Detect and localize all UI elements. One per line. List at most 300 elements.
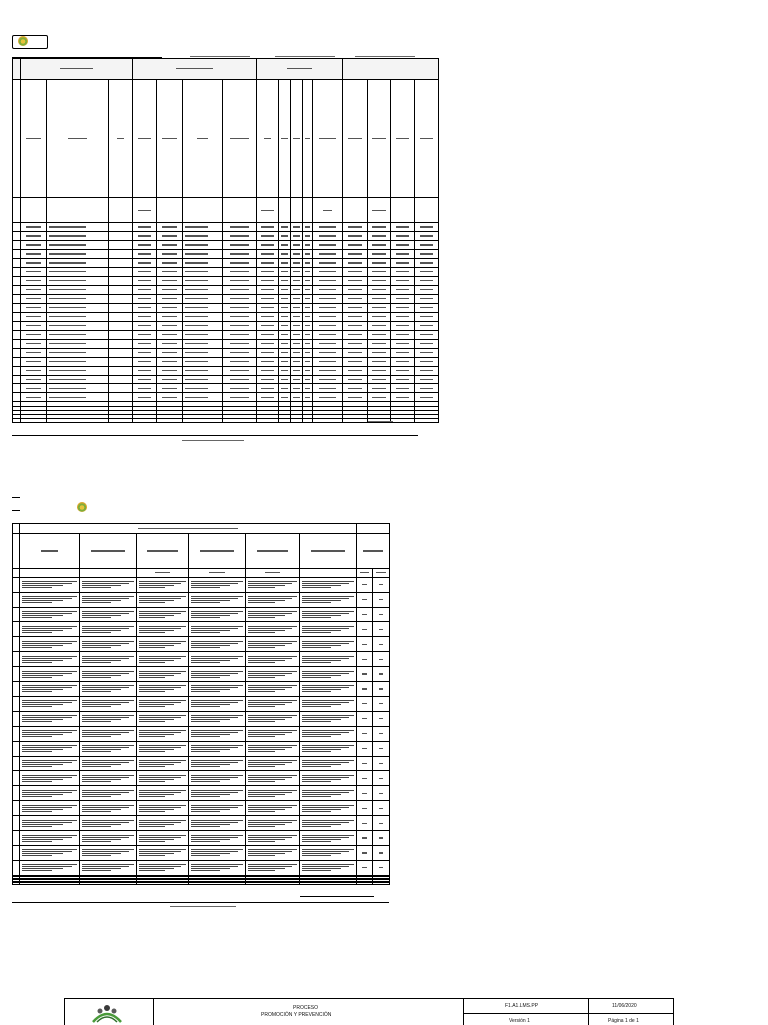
sheet1-col-2 [47, 79, 109, 198]
sheet2-cell [373, 667, 390, 682]
sheet1-cell [47, 285, 109, 294]
sheet2-cell [189, 652, 246, 667]
sheet2-cell [189, 592, 246, 607]
sheet1-cell [109, 285, 133, 294]
sheet1-cell [47, 303, 109, 312]
sheet1-cell [343, 303, 368, 312]
footer-code: F1.A1.LMS.PP [505, 1003, 539, 1009]
sheet2-footnote-line [170, 906, 236, 907]
sheet1-cell [183, 223, 223, 232]
sheet2-cell [13, 577, 20, 592]
sheet2-cell [137, 637, 189, 652]
sheet2-cell [13, 846, 20, 861]
sheet1-cell [133, 276, 157, 285]
sheet2-cell [13, 860, 20, 875]
sheet1-cell [21, 375, 47, 384]
sheet2-subheader-row [13, 568, 390, 577]
sheet1-cell [391, 285, 415, 294]
sheet1-cell [279, 249, 291, 258]
sheet1-cell [21, 366, 47, 375]
sheet1-cell [279, 240, 291, 249]
sheet2-cell [20, 711, 80, 726]
sheet2-cell [357, 696, 373, 711]
sheet1-cell [279, 285, 291, 294]
sheet1-cell [303, 258, 313, 267]
sheet1-cell [109, 232, 133, 241]
sheet1-cell [343, 384, 368, 393]
sheet1-cell [391, 348, 415, 357]
sheet1-cell [257, 393, 279, 402]
sheet1-cell [313, 418, 343, 422]
sheet1-cell [109, 276, 133, 285]
sheet1-column-header-row [13, 79, 439, 198]
sheet2-empty-row [13, 883, 390, 885]
sheet2-cell [357, 756, 373, 771]
sheet2-signature-line [300, 896, 374, 897]
sheet2-cell [246, 592, 300, 607]
sheet2-cell [300, 637, 357, 652]
sheet2-cell [373, 801, 390, 816]
footer-logo-cell [65, 999, 154, 1025]
sheet1-cell [257, 418, 279, 422]
sheet2-cell [189, 667, 246, 682]
sheet1-cell [183, 418, 223, 422]
sheet1-cell [391, 276, 415, 285]
sheet2-cell [246, 652, 300, 667]
sheet1-cell [133, 258, 157, 267]
sheet1-cell [313, 276, 343, 285]
sheet1-cell [303, 366, 313, 375]
sheet2-cell [80, 726, 137, 741]
sheet1-cell [291, 232, 303, 241]
sheet1-cell [157, 393, 183, 402]
sheet1-cell [279, 375, 291, 384]
footer-version: Versión 1 [509, 1018, 530, 1024]
sheet1-cell [183, 249, 223, 258]
sheet1-cell [279, 294, 291, 303]
sheet1-cell [257, 223, 279, 232]
sheet1-cell [313, 267, 343, 276]
sheet2-cell [246, 816, 300, 831]
sheet1-cell [391, 418, 415, 422]
sheet1-cell [415, 375, 439, 384]
sheet1-cell [257, 330, 279, 339]
sheet1-cell [223, 303, 257, 312]
sheet2-cell [357, 607, 373, 622]
sheet2-cell [300, 741, 357, 756]
sheet1-section-followup [343, 59, 439, 80]
sheet2-cell [189, 682, 246, 697]
sheet1-cell [291, 321, 303, 330]
sheet1-col-5 [157, 79, 183, 198]
sheet2-cell [300, 756, 357, 771]
sheet1-cell [21, 393, 47, 402]
sheet2-cell [137, 756, 189, 771]
sheet1-data-row [13, 384, 439, 393]
sheet1-cell [109, 418, 133, 422]
sheet1-cell [109, 267, 133, 276]
header-field-line-2 [275, 56, 335, 57]
sheet1-cell [343, 375, 368, 384]
sheet1-cell [157, 357, 183, 366]
sheet2-cell [300, 816, 357, 831]
sheet1-cell [157, 249, 183, 258]
sheet2-cell [300, 667, 357, 682]
sheet1-data-row [13, 258, 439, 267]
sheet1-cell [133, 418, 157, 422]
sheet2-cell [373, 637, 390, 652]
sheet1-cell [415, 384, 439, 393]
sheet1-cell [13, 321, 21, 330]
sheet1-cell [13, 357, 21, 366]
sheet1-cell [183, 267, 223, 276]
sheet1-cell [368, 223, 391, 232]
sheet1-cell [368, 348, 391, 357]
sheet2-cell [189, 741, 246, 756]
sheet1-cell [368, 321, 391, 330]
sheet1-cell [183, 339, 223, 348]
sheet2-cell [137, 741, 189, 756]
sheet2-cell [20, 860, 80, 875]
sheet1-cell [415, 223, 439, 232]
sheet1-cell [415, 232, 439, 241]
sheet1-cell [343, 249, 368, 258]
sheet1-cell [21, 249, 47, 258]
sheet2-cell [300, 577, 357, 592]
sheet1-cell [303, 393, 313, 402]
sheet1-cell [47, 375, 109, 384]
sheet2-table [12, 523, 390, 885]
sheet2-cell [137, 726, 189, 741]
sheet1-cell [21, 321, 47, 330]
sheet1-signature-line [182, 440, 244, 441]
sheet2-cell [80, 786, 137, 801]
sheet1-col-15 [391, 79, 415, 198]
sheet1-cell [313, 223, 343, 232]
sheet1-data-row [13, 393, 439, 402]
sheet1-cell [133, 384, 157, 393]
sheet1-cell [183, 384, 223, 393]
sheet2-cell [80, 637, 137, 652]
sheet2-cell [373, 696, 390, 711]
sheet1-col-7 [223, 79, 257, 198]
sheet2-cell [13, 816, 20, 831]
sheet1-cell [183, 258, 223, 267]
sheet1-col-num [13, 79, 21, 198]
sheet2-cell [246, 726, 300, 741]
sheet1-cell [157, 223, 183, 232]
sheet2-cell [357, 786, 373, 801]
sheet1-cell [13, 249, 21, 258]
sheet1-cell [343, 312, 368, 321]
sheet2-col-4 [189, 534, 246, 568]
sheet1-cell [21, 384, 47, 393]
sheet2-cell [80, 741, 137, 756]
sheet1-cell [183, 321, 223, 330]
sheet1-data-row [13, 267, 439, 276]
sheet1-cell [291, 267, 303, 276]
sheet1-cell [313, 366, 343, 375]
sheet1-cell [279, 303, 291, 312]
sheet1-cell [415, 285, 439, 294]
sheet2-col-3 [137, 534, 189, 568]
sheet1-cell [291, 240, 303, 249]
sheet1-cell [279, 223, 291, 232]
sheet1-cell [291, 294, 303, 303]
sheet1-cell [13, 258, 21, 267]
sheet1-col-1 [21, 79, 47, 198]
sheet1-cell [13, 232, 21, 241]
sheet2-cell [300, 771, 357, 786]
sheet1-body [13, 223, 439, 423]
sheet1-cell [313, 357, 343, 366]
sheet2-cell [373, 577, 390, 592]
institution-emblem-icon [18, 36, 28, 46]
sheet2-cell [80, 577, 137, 592]
sheet1-cell [223, 339, 257, 348]
sheet1-data-row [13, 375, 439, 384]
sheet2-cell [80, 756, 137, 771]
sheet1-cell [257, 384, 279, 393]
sheet1-cell [415, 249, 439, 258]
sheet1-cell [133, 366, 157, 375]
sheet1-cell [47, 339, 109, 348]
sheet1-cell [415, 348, 439, 357]
sheet2-cell [246, 637, 300, 652]
footer-process-cell [153, 999, 464, 1025]
sheet1-cell [313, 321, 343, 330]
sheet1-cell [223, 357, 257, 366]
sheet2-cell [246, 831, 300, 846]
footer-date-cell [588, 999, 673, 1025]
sheet1-cell [303, 303, 313, 312]
sheet1-cell [279, 267, 291, 276]
sheet1-cell [279, 366, 291, 375]
sheet2-cell [373, 607, 390, 622]
sheet2-cell [189, 816, 246, 831]
sheet2-cell [189, 726, 246, 741]
sheet2-data-row [13, 577, 390, 592]
sheet1-cell [157, 330, 183, 339]
sheet2-cell [246, 771, 300, 786]
sheet1-cell [21, 303, 47, 312]
page2-marker-line-2 [12, 510, 20, 511]
sheet1-cell [303, 312, 313, 321]
sheet2-cell [373, 816, 390, 831]
sheet1-bottom-rule [12, 435, 418, 436]
sheet1-cell [303, 348, 313, 357]
sheet1-cell [391, 384, 415, 393]
sheet2-cell [357, 831, 373, 846]
sheet2-cell [189, 786, 246, 801]
sheet1-cell [21, 330, 47, 339]
sheet1-cell [223, 285, 257, 294]
sheet1-cell [133, 294, 157, 303]
sheet1-col-12 [313, 79, 343, 198]
sheet2-cell [13, 756, 20, 771]
header-field-line-3 [355, 56, 415, 57]
sheet1-cell [223, 232, 257, 241]
sheet1-cell [157, 339, 183, 348]
sheet2-cell [300, 682, 357, 697]
sheet2-cell [373, 592, 390, 607]
sheet1-cell [47, 294, 109, 303]
sheet1-cell [223, 321, 257, 330]
sheet2-cell [137, 652, 189, 667]
sheet1-cell [13, 418, 21, 422]
sheet2-data-row [13, 667, 390, 682]
sheet1-cell [183, 294, 223, 303]
sheet1-cell [109, 321, 133, 330]
sheet2-cell [246, 622, 300, 637]
sheet2-data-row [13, 801, 390, 816]
sheet2-cell [80, 592, 137, 607]
sheet1-cell [157, 232, 183, 241]
sheet1-cell [157, 267, 183, 276]
sheet1-corner [13, 59, 21, 80]
sheet1-cell [13, 294, 21, 303]
sheet1-cell [109, 294, 133, 303]
sheet1-cell [21, 339, 47, 348]
sheet1-cell [257, 303, 279, 312]
sheet2-data-row [13, 816, 390, 831]
sheet1-cell [368, 357, 391, 366]
sheet2-cell [189, 771, 246, 786]
sheet1-cell [313, 285, 343, 294]
sheet2-cell [357, 846, 373, 861]
sheet1-cell [257, 240, 279, 249]
sheet1-cell [391, 357, 415, 366]
sheet2-cell [13, 801, 20, 816]
sheet1-cell [13, 384, 21, 393]
sheet1-col-9 [279, 79, 291, 198]
sheet1-cell [13, 375, 21, 384]
sheet1-cell [109, 384, 133, 393]
sheet2-cell [13, 696, 20, 711]
sheet1-cell [21, 418, 47, 422]
sheet1-col-13 [343, 79, 368, 198]
sheet2-cell [357, 592, 373, 607]
sheet1-cell [303, 223, 313, 232]
sheet1-cell [13, 393, 21, 402]
sheet1-cell [109, 393, 133, 402]
sheet2-cell [357, 577, 373, 592]
sheet2-section-header-row [13, 524, 390, 534]
sheet2-cell [357, 741, 373, 756]
sheet2-cell [373, 786, 390, 801]
sheet1-cell [109, 330, 133, 339]
sheet1-cell [47, 223, 109, 232]
sheet1-cell [21, 348, 47, 357]
sheet1-cell [21, 285, 47, 294]
sheet1-col-3 [109, 79, 133, 198]
sheet1-total-underline [368, 421, 393, 422]
sheet2-cell [357, 622, 373, 637]
sheet1-data-row [13, 303, 439, 312]
sheet2-cell [300, 696, 357, 711]
sheet1-cell [13, 312, 21, 321]
sheet2-cell [189, 860, 246, 875]
sheet2-cell [300, 652, 357, 667]
sheet2-cell [373, 771, 390, 786]
sheet1-cell [109, 339, 133, 348]
sheet2-cell [13, 682, 20, 697]
sheet1-cell [13, 285, 21, 294]
sheet1-section-identification [21, 59, 133, 80]
sheet2-col-2 [80, 534, 137, 568]
sheet1-data-row [13, 348, 439, 357]
sheet1-cell [391, 366, 415, 375]
sheet1-data-row [13, 285, 439, 294]
sheet1-cell [47, 357, 109, 366]
sheet2-cell [80, 652, 137, 667]
sheet1-cell [21, 267, 47, 276]
sheet1-cell [157, 303, 183, 312]
sheet1-cell [157, 375, 183, 384]
sheet1-cell [291, 285, 303, 294]
sheet1-cell [415, 258, 439, 267]
sheet1-cell [368, 312, 391, 321]
sheet1-cell [368, 249, 391, 258]
sheet2-bottom-rule [12, 902, 389, 903]
sheet1-cell [13, 276, 21, 285]
sheet1-data-row [13, 240, 439, 249]
sheet2-cell [189, 711, 246, 726]
sheet1-table [12, 58, 439, 423]
sheet2-cell [80, 860, 137, 875]
sheet2-data-row [13, 756, 390, 771]
sheet1-cell [183, 375, 223, 384]
sheet2-cell [189, 622, 246, 637]
sheet1-cell [133, 393, 157, 402]
sheet1-data-row [13, 366, 439, 375]
sheet1-cell [223, 223, 257, 232]
sheet1-cell [303, 330, 313, 339]
sheet2-cell [189, 801, 246, 816]
sheet1-cell [303, 249, 313, 258]
sheet2-cell [300, 592, 357, 607]
sheet1-cell [133, 267, 157, 276]
sheet1-cell [343, 223, 368, 232]
sheet2-cell [20, 786, 80, 801]
sheet2-cell [137, 682, 189, 697]
sheet1-cell [183, 303, 223, 312]
sheet2-cell [20, 637, 80, 652]
sheet1-cell [157, 276, 183, 285]
sheet1-data-row [13, 321, 439, 330]
footer-date: 11/06/2020 [612, 1003, 637, 1009]
sheet2-cell [300, 883, 357, 885]
sheet2-cell [373, 756, 390, 771]
sheet2-data-row [13, 726, 390, 741]
sheet2-cell [20, 741, 80, 756]
sheet1-cell [223, 348, 257, 357]
sheet1-cell [368, 258, 391, 267]
footer-code-cell [463, 999, 589, 1025]
sheet2-col-5 [246, 534, 300, 568]
sheet2-cell [13, 652, 20, 667]
organization-logo-icon [87, 1002, 127, 1024]
sheet2-cell [13, 831, 20, 846]
sheet1-cell [291, 384, 303, 393]
sheet1-cell [47, 393, 109, 402]
sheet2-data-row [13, 607, 390, 622]
sheet1-cell [257, 249, 279, 258]
sheet2-cell [137, 801, 189, 816]
sheet1-cell [223, 294, 257, 303]
sheet1-cell [291, 223, 303, 232]
sheet1-cell [223, 267, 257, 276]
